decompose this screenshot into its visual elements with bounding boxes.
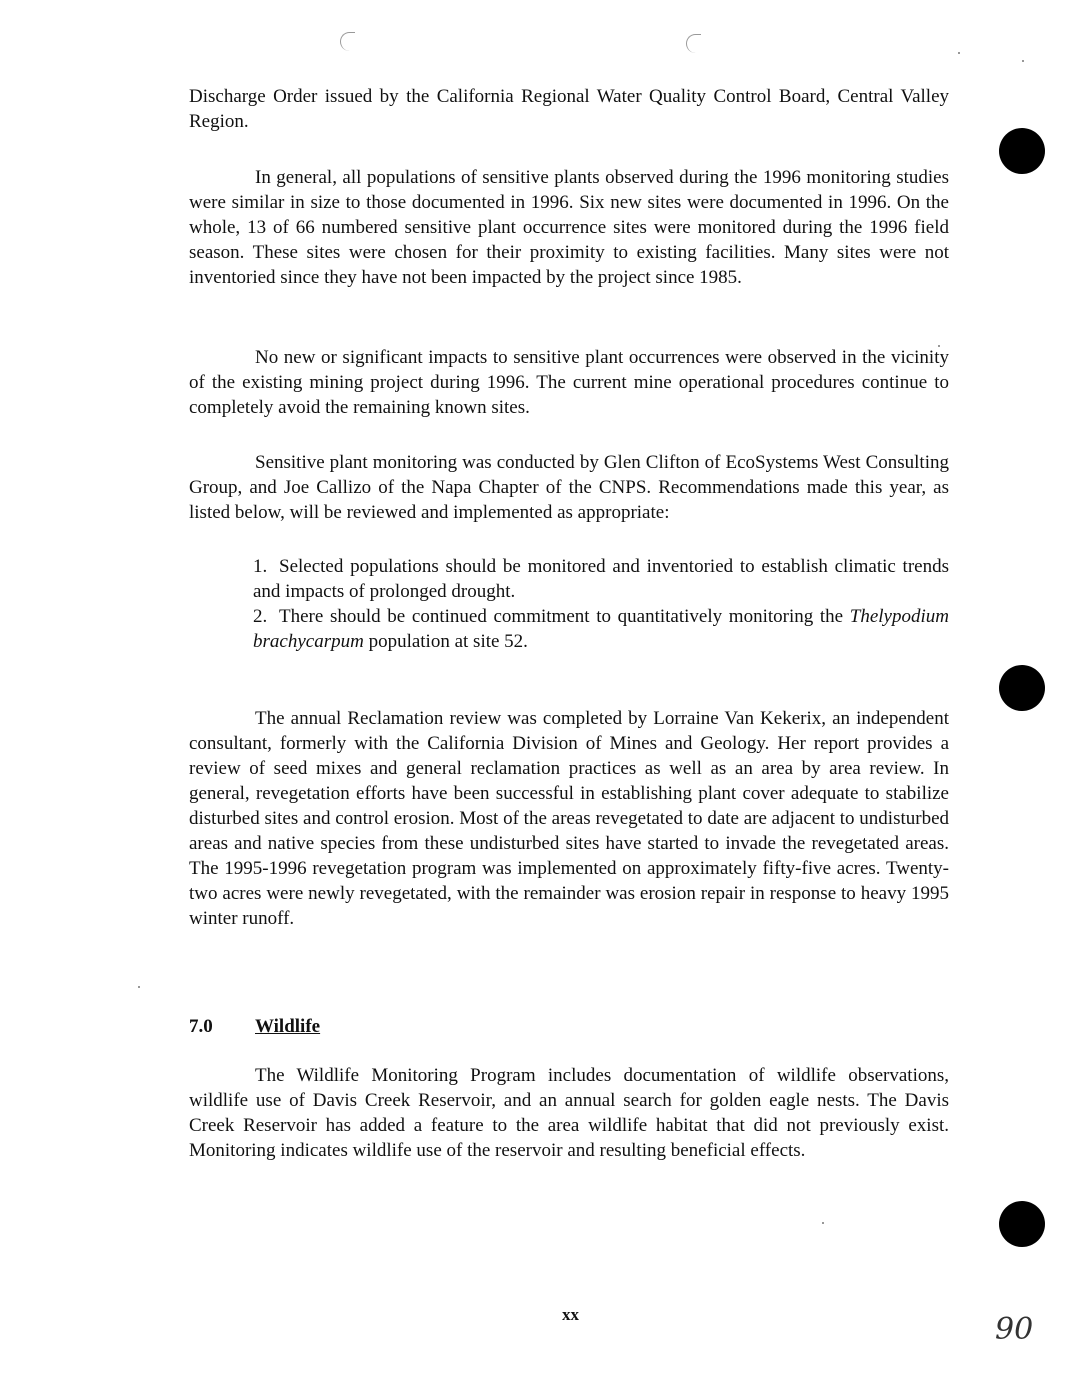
scan-speck bbox=[822, 1222, 824, 1224]
scan-speck bbox=[958, 52, 960, 54]
paragraph-text: The Wildlife Monitoring Program includes documentation of wildlife observations, wildlife use of Davis Creek Reservoir, and an annual search for golden eagle nests. The Davis Creek Reservoir has added a feature to the area wildlife habitat that did not previously exist. Monitoring indicates wildlife use of the reservoir and resulting beneficial effects. bbox=[189, 1065, 949, 1161]
paragraph-wildlife-program bbox=[189, 1063, 949, 1163]
binder-hole bbox=[999, 128, 1045, 174]
recommendation-item-2 bbox=[253, 604, 949, 654]
scan-speck bbox=[138, 986, 140, 988]
scan-artifact-mark bbox=[686, 34, 701, 53]
list-text: There should be continued commitment to quantitatively monitoring the bbox=[279, 606, 850, 627]
scan-artifact-mark bbox=[340, 32, 355, 51]
list-number: 2. bbox=[253, 606, 268, 627]
paragraph-text: The annual Reclamation review was completed by Lorraine Van Kekerix, an independent consultant, formerly with the California Division of Mines and Geology. Her report provides a review of seed mixes and general reclamation practices as well as an area by area review. In general, revegetation efforts have been successful in establishing plant cover adequate to stabilize disturbed sites and control erosion. Most of the areas revegetated to date are adjacent to undisturbed areas and native species from these undisturbed sites have started to invade the revegetated areas. The 1995-1996 revegetation program was implemented on approximately fifty-five acres. Twenty-two acres were newly revegetated, with the remainder was erosion repair in response to heavy 1995 winter runoff. bbox=[189, 708, 949, 929]
page-number: xx bbox=[562, 1305, 579, 1324]
list-text: Selected populations should be monitored and inventoried to establish climatic trends and impacts of prolonged drought. bbox=[253, 556, 949, 602]
recommendation-item-1 bbox=[253, 554, 949, 604]
paragraph-discharge-order: Discharge Order issued by the California Regional Water Quality Control Board, Central Valley Region. bbox=[189, 86, 949, 132]
paragraph-text: In general, all populations of sensitive plants observed during the 1996 monitoring studies were similar in size to those documented in 1996. Six new sites were documented in 1996. On the whole, 13 of 66 numbered sensitive plant occurrence sites were monitored during the 1996 field season. These sites were chosen for their proximity to existing facilities. Many sites were not inventoried since they have not been impacted by the project since 1985. bbox=[189, 167, 949, 288]
paragraph-no-new-impacts bbox=[189, 345, 949, 420]
binder-hole bbox=[999, 1201, 1045, 1247]
paragraph-monitoring-conducted bbox=[189, 450, 949, 525]
handwritten-page-mark: 90 bbox=[995, 1312, 1034, 1347]
species-name: Thelypodium brachycarpum bbox=[253, 606, 949, 652]
list-number: 1. bbox=[253, 556, 268, 577]
section-heading bbox=[189, 1014, 320, 1039]
section-title: Wildlife bbox=[255, 1016, 321, 1037]
paragraph-reclamation-review bbox=[189, 706, 949, 931]
scan-speck bbox=[1022, 60, 1024, 62]
binder-hole bbox=[999, 665, 1045, 711]
section-number: 7.0 bbox=[189, 1016, 213, 1037]
paragraph-sensitive-plants-populations bbox=[189, 165, 949, 290]
paragraph-text: Sensitive plant monitoring was conducted by Glen Clifton of EcoSystems West Consulting Group, and Joe Callizo of the Napa Chapter of the CNPS. Recommendations made this year, as listed below, will be reviewed and implemented as appropriate: bbox=[189, 452, 949, 523]
paragraph-text: No new or significant impacts to sensitive plant occurrences were observed in the vicinity of the existing mining project during 1996. The current mine operational procedures continue to completely avoid the remaining known sites. bbox=[189, 347, 949, 418]
list-text: population at site 52. bbox=[363, 631, 528, 652]
